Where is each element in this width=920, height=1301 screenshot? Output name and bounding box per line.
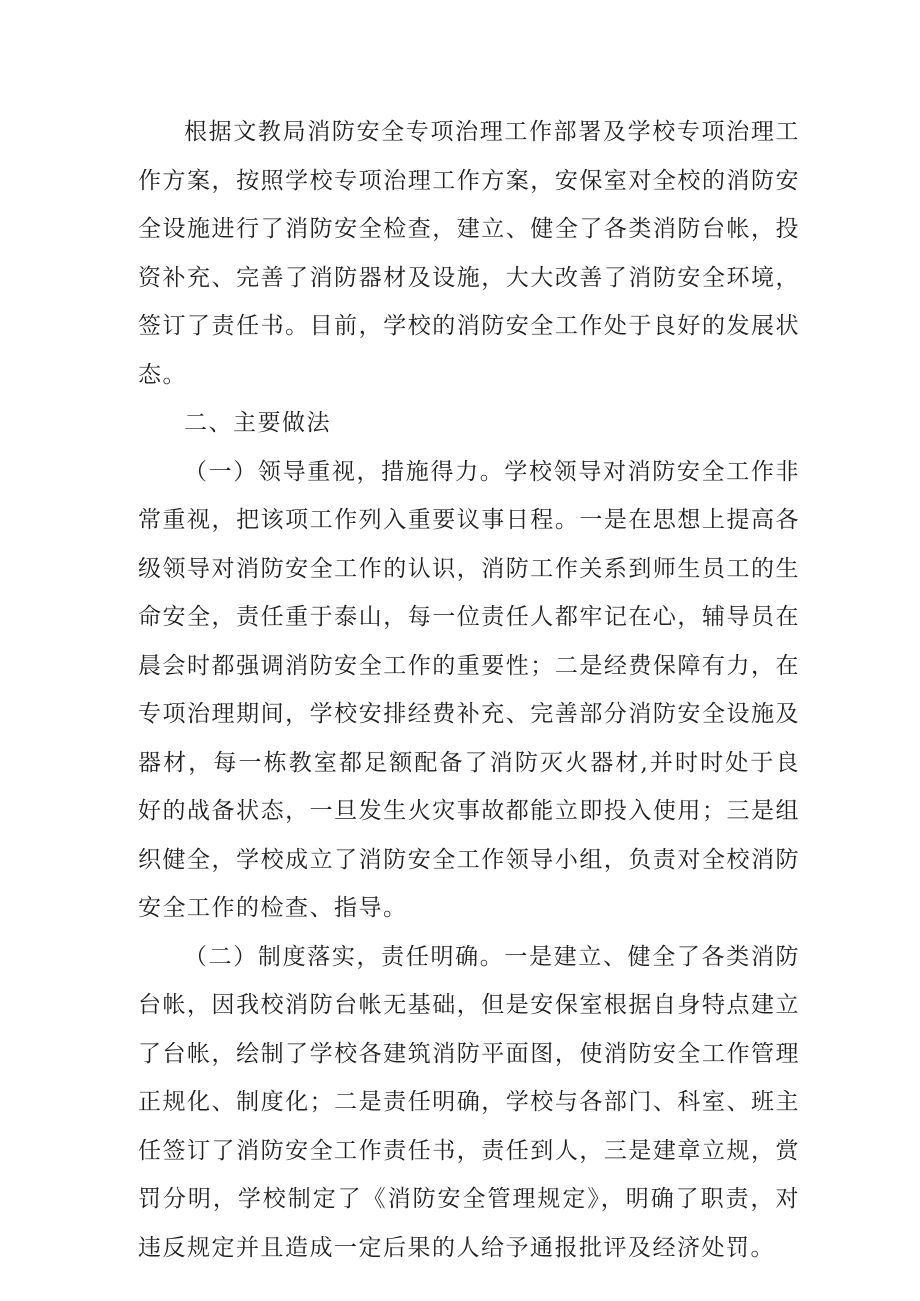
paragraph-system-responsibility: （二）制度落实，责任明确。一是建立、健全了各类消防台帐，因我校消防台帐无基础，但是安保室根据自身特点建立了台帐，绘制了学校各建筑消防平面图，使消防安全工作管理正规化、制度化；二是责任明确，学校与各部门、科室、班主任签订了消防安全工作责任书，责任到人，三是建章立规，赏罚分明，学校制定了《消防安全管理规定》，明确了职责，对违反规定并且造成一定后果的人给予通报批评及经济处罚。	[138, 943, 800, 1261]
document-body	[138, 108, 800, 1272]
paragraph-leadership: （一）领导重视，措施得力。学校领导对消防安全工作非常重视，把该项工作列入重要议事日程。一是在思想上提高各级领导对消防安全工作的认识，消防工作关系到师生员工的生命安全，责任重于泰山，每一位责任人都牢记在心，辅导员在晨会时都强调消防安全工作的重要性；二是经费保障有力，在专项治理期间，学校安排经费补充、完善部分消防安全设施及器材，每一栋教室都足额配备了消防灭火器材,并时时处于良好的战备状态，一旦发生火灾事故都能立即投入使用；三是组织健全，学校成立了消防安全工作领导小组，负责对全校消防安全工作的检查、指导。	[138, 458, 800, 921]
intro-paragraph: 根据文教局消防安全专项治理工作部署及学校专项治理工作方案，按照学校专项治理工作方案，安保室对全校的消防安全设施进行了消防安全检查，建立、健全了各类消防台帐，投资补充、完善了消防器材及设施，大大改善了消防安全环境，签订了责任书。目前，学校的消防安全工作处于良好的发展状态。	[138, 119, 800, 388]
section-heading-main-practices: 二、主要做法	[184, 410, 331, 436]
